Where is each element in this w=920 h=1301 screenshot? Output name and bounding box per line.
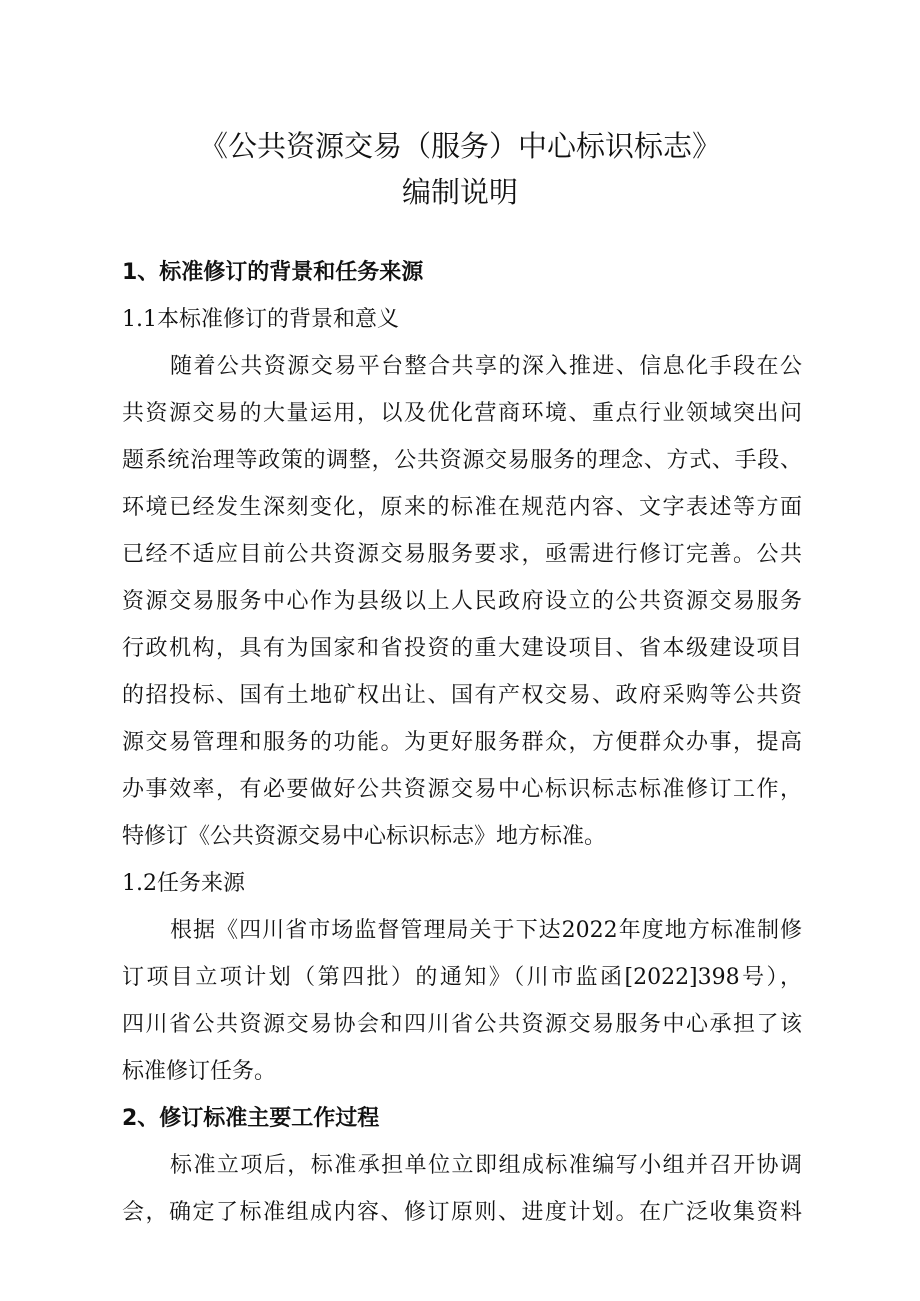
document-subtitle: 编制说明 [401, 175, 518, 209]
paragraph-line: 源交易管理和服务的功能。为更好服务群众，方便群众办事，提高 [122, 730, 802, 755]
paragraph-line: 标准立项后，标准承担单位立即组成标准编写小组并召开协调 [170, 1153, 802, 1178]
paragraph-line: 根据《四川省市场监督管理局关于下达2022年度地方标准制修 [170, 918, 802, 943]
paragraph-line: 题系统治理等政策的调整，公共资源交易服务的理念、方式、手段、 [122, 448, 802, 473]
paragraph-line: 的招投标、国有土地矿权出让、国有产权交易、政府采购等公共资 [122, 683, 802, 708]
paragraph-line: 共资源交易的大量运用，以及优化营商环境、重点行业领域突出问 [122, 401, 802, 426]
section-2-heading: 2、修订标准主要工作过程 [122, 1106, 380, 1131]
section-1-2-heading: 1.2任务来源 [122, 871, 245, 896]
paragraph-line: 特修订《公共资源交易中心标识标志》地方标准。 [122, 824, 607, 849]
paragraph-line: 行政机构，具有为国家和省投资的重大建设项目、省本级建设项目 [122, 636, 802, 661]
paragraph-line: 订项目立项计划（第四批）的通知》（川市监函[2022]398号）， [122, 965, 802, 990]
section-1-1-heading: 1.1本标准修订的背景和意义 [122, 307, 399, 332]
paragraph-line: 环境已经发生深刻变化，原来的标准在规范内容、文字表述等方面 [122, 495, 802, 520]
paragraph-line: 资源交易服务中心作为县级以上人民政府设立的公共资源交易服务 [122, 589, 802, 614]
paragraph-line: 已经不适应目前公共资源交易服务要求，亟需进行修订完善。公共 [122, 542, 802, 567]
paragraph-line: 会，确定了标准组成内容、修订原则、进度计划。在广泛收集资料 [122, 1200, 802, 1225]
paragraph-line: 标准修订任务。 [122, 1059, 277, 1084]
paragraph-line: 四川省公共资源交易协会和四川省公共资源交易服务中心承担了该 [122, 1012, 802, 1037]
paragraph-line: 随着公共资源交易平台整合共享的深入推进、信息化手段在公 [170, 354, 802, 379]
section-1-heading: 1、标准修订的背景和任务来源 [122, 260, 424, 285]
document-title: 《公共资源交易（服务）中心标识标志》 [198, 129, 721, 163]
paragraph-line: 办事效率，有必要做好公共资源交易中心标识标志标准修订工作， [122, 777, 802, 802]
